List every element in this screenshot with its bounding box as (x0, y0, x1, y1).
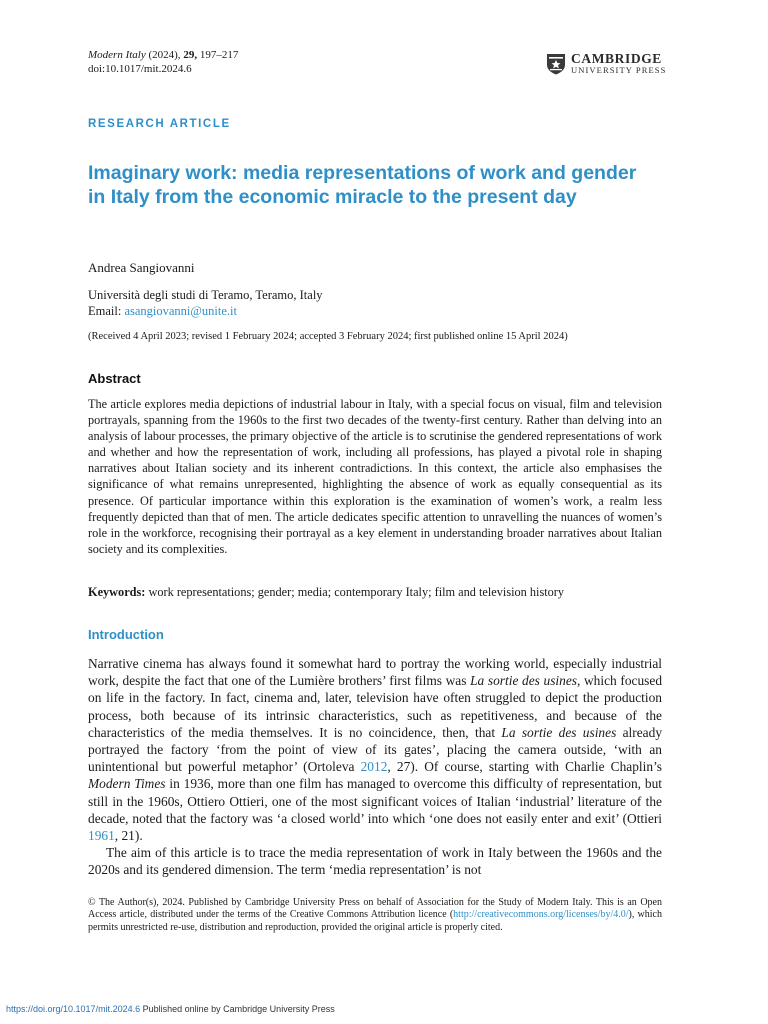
introduction-heading: Introduction (88, 627, 164, 642)
article-title: Imaginary work: media representations of work and gender in Italy from the economic miracle to the present day (88, 162, 637, 208)
reference-link-ottieri[interactable]: 1961 (88, 828, 115, 844)
page-footer (6, 1004, 335, 1014)
reference-link-ortoleva[interactable]: 2012 (360, 759, 388, 775)
published-online-text: Published online by Cambridge University Press (142, 1004, 335, 1014)
publisher-subtitle: UNIVERSITY PRESS (571, 65, 667, 75)
introduction-paragraph-1: Narrative cinema has always found it somewhat hard to portray the working world, especially industrial work, despite the fact that one of the Lumière brothers’ first films was La sortie des usines, which focused on life in the factory. In fact, cinema and, later, television have often struggled to depict the production process, both because of its intrinsic characteristics, such as repetitiveness, and because of the characteristics of the media themselves. It is no coincidence, then, that La sortie des usines already portrayed the factory ‘from the point of view of its gates’, placing the camera outside, ‘with an unintentional but powerful metaphor’ (Ortoleva 2012, 27). Of course, starting with Charlie Chaplin’s Modern Times in 1936, more than one film has managed to overcome this difficulty of representation, but still in the 1960s, Ottiero Ottieri, one of the most significant voices of Italian ‘industrial’ literature of the decade, noted that the factory was ‘a closed world’ into which ‘one does not easily enter and exit’ (Ottieri 1961, 21). (88, 656, 663, 844)
doi-link[interactable]: https://doi.org/10.1017/mit.2024.6 (6, 1004, 141, 1014)
introduction-paragraph-2: The aim of this article is to trace the media representation of work in Italy between the 1960s and the 2020s and its gendered dimension. The term ‘media representation’ is not (88, 845, 662, 878)
cambridge-crest-icon (546, 53, 566, 75)
film-title: Modern Times (88, 776, 166, 792)
keywords-list: work representations; gender; media; contemporary Italy; film and television history (148, 585, 565, 599)
license-link[interactable]: http://creativecommons.org/licenses/by/4.0/ (453, 909, 629, 921)
publication-dates: (Received 4 April 2023; revised 1 February 2024; accepted 3 February 2024; first published online 15 April 2024) (88, 331, 568, 342)
copyright-footnote: © The Author(s), 2024. Published by Cambridge University Press on behalf of Association for the Study of Modern Italy. This is an Open Access article, distributed under the terms of the Creative Commons Attribution licence (http://creativecommons.org/licenses/by/4.0/), which permits unrestricted re-use, distribution and reproduction, provided the original article is properly cited. (88, 897, 662, 933)
publisher-name: CAMBRIDGE (571, 51, 662, 66)
abstract-heading: Abstract (88, 371, 141, 386)
keywords-label: Keywords: (88, 585, 146, 599)
film-title: La sortie des usines (501, 724, 617, 740)
keywords (88, 585, 662, 600)
film-title: La sortie des usines (470, 673, 578, 689)
abstract-text: The article explores media depictions of industrial labour in Italy, with a special focus on visual, film and television portrayals, spanning from the 1960s to the first two decades of the twenty-first century. Rather than delving into an analysis of labour processes, the primary objective of the article is to scrutinise the gendered representations of work and whether and how the representation of work, including all professions, has played a pivotal role in shaping narratives about Italian society and its inherent contradictions. In this context, the article also emphasises the significance of what remains unrepresented, highlighting the absence of work as equally consequential as its presence. Of particular importance within this exploration is the examination of women’s work, a realm less frequently depicted than that of men. The article dedicates specific attention to unravelling the nuances of women’s role in the workforce, recognising their portrayal as a key element in understanding broader narratives about Italian society and its complexities. (88, 397, 662, 556)
journal-doi: doi:10.1017/mit.2024.6 (88, 63, 192, 75)
journal-name: Modern Italy (88, 49, 146, 61)
journal-year: (2024), (148, 49, 181, 61)
author-affiliation-block (88, 287, 323, 319)
journal-citation (88, 48, 238, 76)
author-name: Andrea Sangiovanni (88, 260, 195, 275)
author-email-link[interactable]: asangiovanni@unite.it (124, 304, 237, 318)
journal-pages: 197–217 (199, 49, 239, 61)
journal-volume: 29, (183, 49, 198, 61)
publisher-logo (546, 52, 666, 76)
affiliation: Università degli studi di Teramo, Teramo, Italy (88, 288, 323, 302)
article-type: RESEARCH ARTICLE (88, 118, 231, 130)
email-label: Email: (88, 304, 122, 318)
introduction-body (88, 655, 662, 879)
